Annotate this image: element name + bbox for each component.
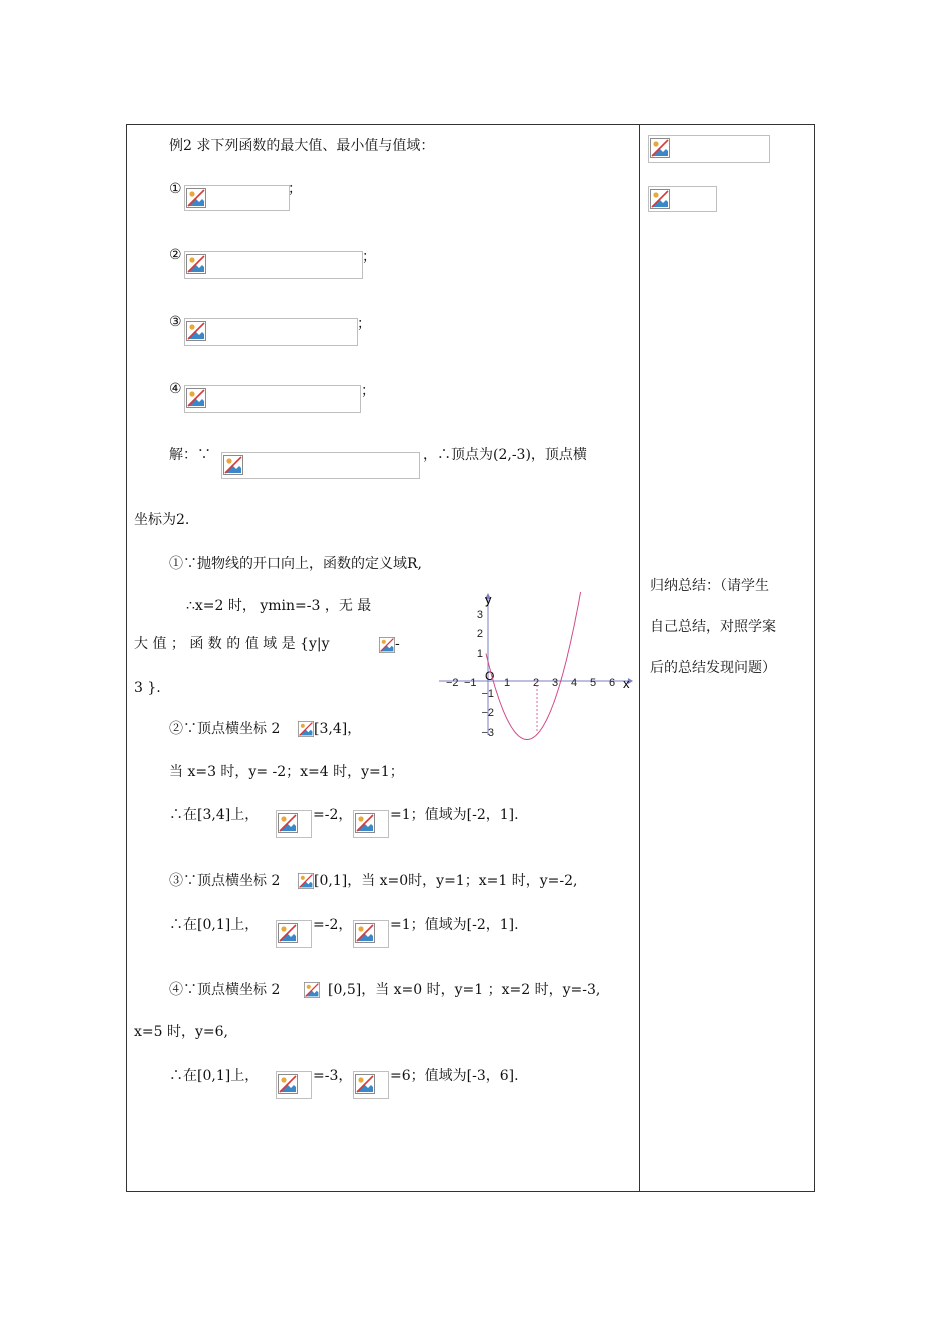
part2-line3-b: =-2， [313,807,353,823]
parabola-curve [486,592,581,740]
image-placeholder-icon [223,455,243,475]
semicolon-4: ； [361,383,375,399]
semicolon-2: ； [362,249,376,265]
image-placeholder-icon [355,1074,375,1094]
part4-line2: x=5 时，y=6, [134,1024,228,1040]
x-tick: −2 [446,677,459,689]
parabola-graph [436,585,636,740]
side-image-1 [648,135,770,163]
example-title: 例2 求下列函数的最大值、最小值与值域： [169,138,435,154]
x-tick: 6 [609,677,616,689]
part1-line2: ∴x=2 时， ymin=-3 ，无 最 [186,598,372,614]
image-placeholder-icon [186,188,206,208]
image-placeholder-icon [186,388,206,408]
y-tick: −3 [481,727,494,739]
part2-line3-c: =1；值域为[-2，1]. [390,807,519,823]
image-placeholder-icon [278,1074,298,1094]
item-2-marker: ② [169,247,182,263]
side-image-2 [648,186,717,212]
y-tick: −1 [481,688,494,700]
formula-image-1 [184,185,290,211]
part3-line1-a: ③∵顶点横坐标 2 [169,873,281,889]
origin-label: O [485,669,495,683]
image-placeholder-icon [278,923,298,943]
image-placeholder-icon [186,254,206,274]
part3-line1-b: [0,1]，当 x=0时，y=1；x=1 时，y=-2, [314,873,578,889]
image-placeholder-icon [278,813,298,833]
column-divider [639,124,640,1192]
y-tick: −2 [481,707,494,719]
summary-line-2: 自己总结，对照学案 [650,619,776,635]
image-placeholder-icon [298,873,314,889]
x-tick: 5 [590,677,597,689]
part2-line2: 当 x=3 时，y= -2；x=4 时，y=1； [169,764,404,780]
image-placeholder-icon [298,721,314,737]
formula-image-ymax [353,810,389,838]
y-tick: 1 [476,648,483,660]
part4-line3-b: =-3， [313,1068,353,1084]
image-placeholder-icon [186,321,206,341]
formula-image-4 [184,385,361,413]
part1-line3-tail: - [395,636,400,652]
part1-line1: ①∵抛物线的开口向上，函数的定义域R, [169,556,422,572]
part4-line3-a: ∴在[0,1]上， [169,1068,259,1084]
semicolon-3: ； [357,316,371,332]
formula-image-2 [184,251,363,279]
x-tick: 2 [533,677,540,689]
formula-image-ymin [276,920,312,948]
image-placeholder-icon [304,982,320,998]
item-4-marker: ④ [169,381,182,397]
x-tick: −1 [464,677,477,689]
image-placeholder-icon [355,813,375,833]
summary-line-1: 归纳总结：（请学生 [650,578,769,594]
formula-image-ymin [276,810,312,838]
item-1-marker: ① [169,181,182,197]
x-tick: 1 [504,677,511,689]
formula-image-ymax [353,920,389,948]
formula-image-ymax [353,1071,389,1099]
part4-line1-a: ④∵顶点横坐标 2 [169,982,281,998]
image-placeholder-icon [379,637,395,653]
part4-line3-c: =6；值域为[-3，6]. [390,1068,519,1084]
summary-line-3: 后的总结发现问题） [650,660,776,676]
solution-intro-cont: 坐标为2. [134,512,190,528]
part1-line4: 3 }. [134,680,161,696]
image-placeholder-icon [650,189,670,209]
y-axis-label: y [485,592,492,607]
image-placeholder-icon [650,138,670,158]
x-tick: 4 [571,677,578,689]
formula-image-ymin [276,1071,312,1099]
formula-image-vertex [221,452,420,479]
part3-line2-a: ∴在[0,1]上， [169,917,259,933]
part3-line2-b: =-2， [313,917,353,933]
part4-line1-b: [0,5]，当 x=0 时，y=1 ；x=2 时，y=-3, [328,982,601,998]
item-3-marker: ③ [169,314,182,330]
part2-line1-b: [3,4]， [314,721,362,737]
part3-line2-c: =1；值域为[-2，1]. [390,917,519,933]
part1-line3: 大 值 ； 函 数 的 值 域 是 {y|y [134,636,330,652]
semicolon-1: ； [288,181,302,197]
part2-line1-a: ②∵顶点横坐标 2 [169,721,281,737]
solution-intro-suffix: ，∴顶点为(2,-3)，顶点横 [423,447,587,463]
x-axis-label: x [623,676,630,691]
x-tick: 3 [552,677,559,689]
solution-intro-prefix: 解：∵ [169,447,211,463]
formula-image-3 [184,318,358,346]
y-tick: 2 [476,628,483,640]
image-placeholder-icon [355,923,375,943]
y-tick: 3 [476,609,483,621]
part2-line3-a: ∴在[3,4]上， [169,807,259,823]
